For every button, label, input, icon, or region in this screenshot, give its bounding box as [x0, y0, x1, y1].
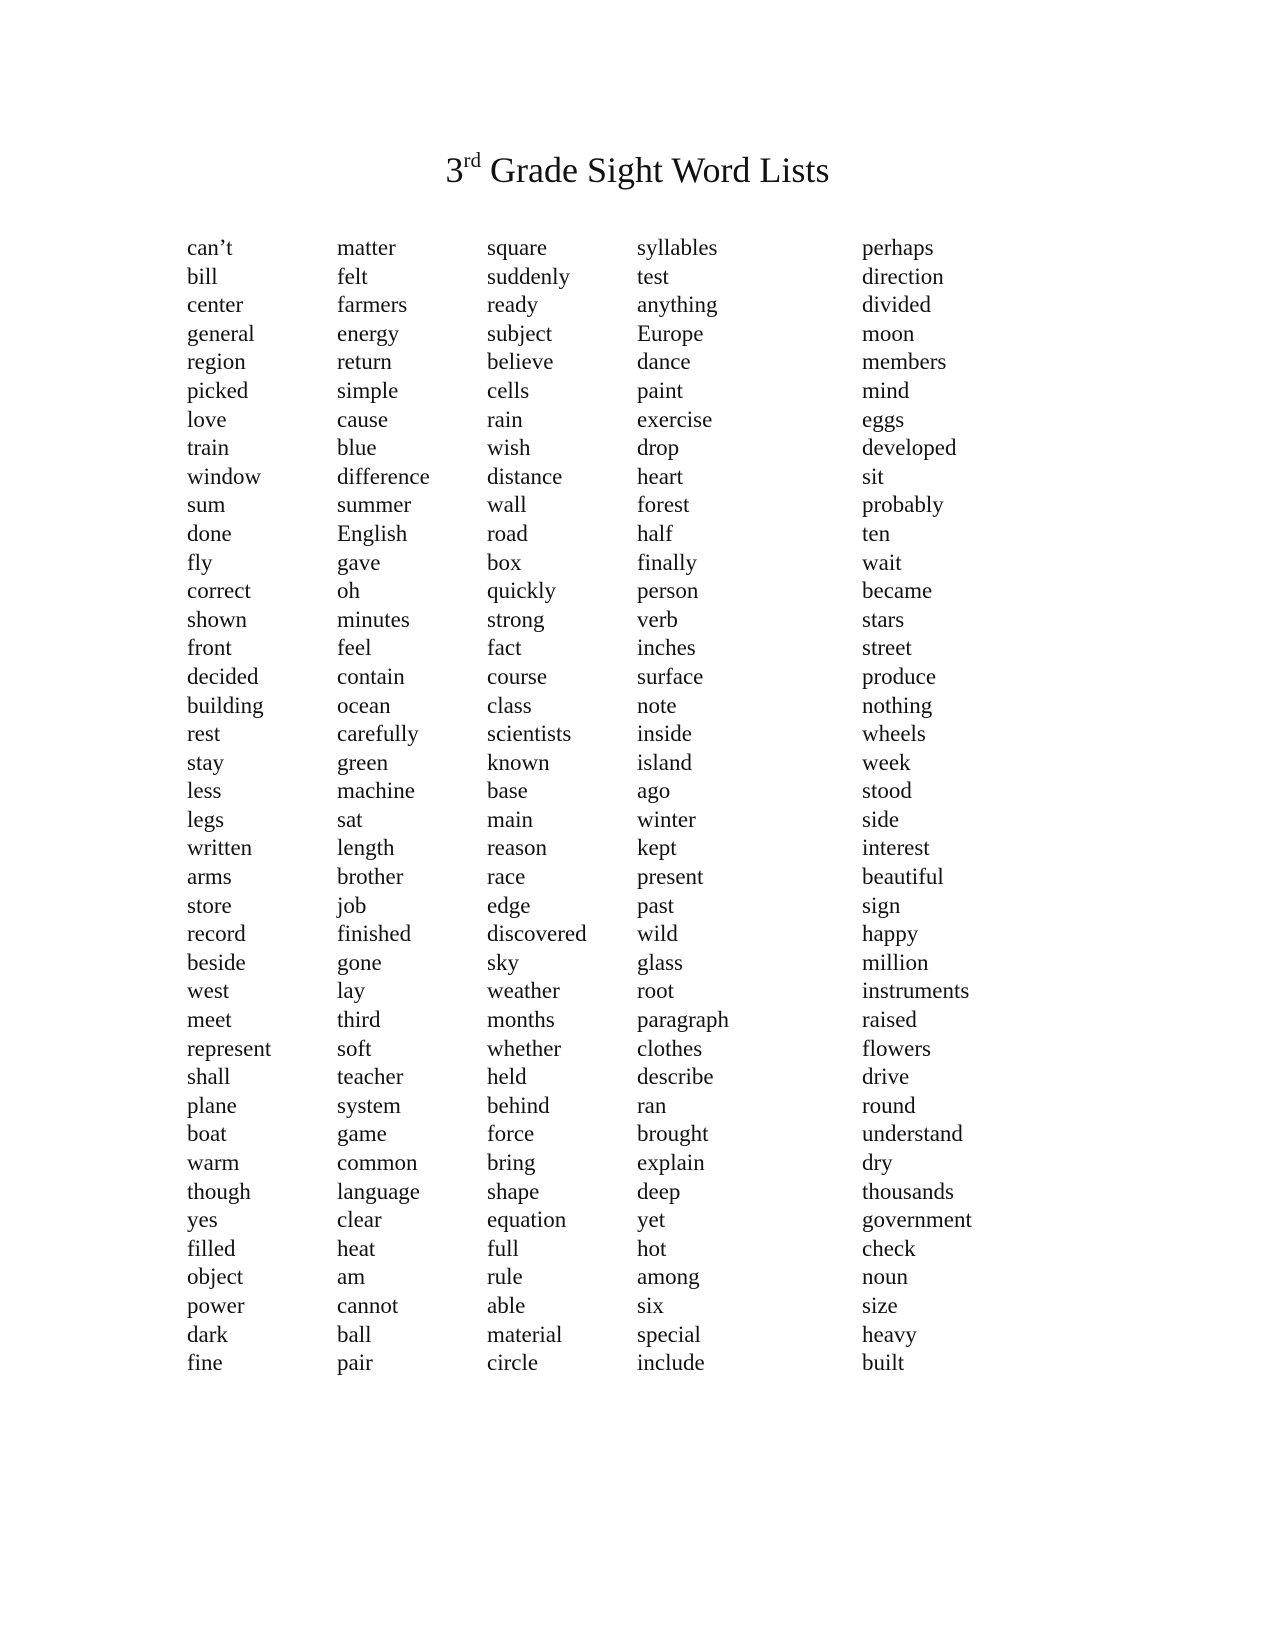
sight-word: object — [187, 1264, 244, 1290]
sight-word: stay — [187, 749, 225, 775]
sight-word: surface — [637, 663, 704, 689]
sight-word: matter — [337, 235, 396, 260]
sight-word: direction — [862, 263, 944, 289]
sight-word: beautiful — [862, 864, 944, 890]
sight-word: half — [637, 520, 673, 546]
sight-word: carefully — [337, 721, 419, 747]
sight-word: week — [862, 749, 911, 775]
sight-word: heart — [637, 463, 683, 489]
sight-word: machine — [337, 778, 415, 804]
sight-word: feel — [337, 635, 372, 661]
word-column-2 — [337, 234, 430, 1378]
sight-word: rest — [187, 721, 221, 747]
sight-word: legs — [187, 806, 225, 832]
sight-word: brother — [337, 864, 404, 890]
sight-word: plane — [187, 1092, 237, 1118]
sight-word: paint — [637, 377, 683, 403]
sight-word: minutes — [337, 606, 410, 632]
page-title — [0, 148, 1275, 192]
sight-word: material — [487, 1321, 563, 1347]
sight-word: mind — [862, 377, 910, 403]
sight-word: present — [637, 864, 704, 890]
sight-word: anything — [637, 292, 718, 318]
sight-word: region — [187, 349, 246, 375]
sight-word: edge — [487, 892, 531, 918]
sight-word: general — [187, 320, 255, 346]
sight-word: road — [487, 520, 528, 546]
sight-word: instruments — [862, 978, 970, 1004]
sight-word: picked — [187, 377, 249, 403]
sight-word: blue — [337, 435, 377, 461]
sight-word: finally — [637, 549, 698, 575]
sight-word: though — [187, 1178, 251, 1204]
sight-word: power — [187, 1292, 245, 1318]
sight-word: course — [487, 663, 548, 689]
sight-word: stars — [862, 606, 905, 632]
sight-word: past — [637, 892, 675, 918]
sight-word: wild — [637, 921, 678, 947]
sight-word: special — [637, 1321, 701, 1347]
sight-word: thousands — [862, 1178, 954, 1204]
sight-word: Europe — [637, 320, 704, 346]
sight-word: difference — [337, 463, 430, 489]
sight-word: pair — [337, 1350, 373, 1376]
sight-word: shape — [487, 1178, 540, 1204]
sight-word: bring — [487, 1150, 536, 1175]
sight-word: understand — [862, 1121, 963, 1147]
sight-word: west — [187, 978, 230, 1004]
sight-word: ran — [637, 1092, 667, 1118]
sight-word: yet — [637, 1207, 666, 1233]
word-column-5 — [862, 234, 972, 1378]
sight-word: became — [862, 578, 933, 604]
sight-word: done — [187, 520, 232, 546]
sight-word: side — [862, 806, 900, 832]
sight-word: store — [187, 892, 232, 918]
sight-word: train — [187, 435, 230, 461]
sight-word: perhaps — [862, 235, 934, 260]
sight-word: decided — [187, 663, 259, 689]
sight-word: exercise — [637, 406, 713, 432]
sight-word: cannot — [337, 1292, 399, 1318]
sight-word: third — [337, 1007, 381, 1033]
sight-word: heat — [337, 1235, 376, 1261]
sight-word: six — [637, 1292, 664, 1318]
sight-word: stood — [862, 778, 912, 804]
sight-word: less — [187, 778, 222, 804]
sight-word: subject — [487, 320, 553, 346]
sight-word: wall — [487, 492, 527, 518]
sight-word: deep — [637, 1178, 681, 1204]
sight-word: green — [337, 749, 389, 775]
sight-word: divided — [862, 292, 931, 318]
sight-word: center — [187, 292, 244, 318]
sight-word: round — [862, 1092, 916, 1118]
sight-word: fly — [187, 549, 213, 575]
sight-word: dance — [637, 349, 691, 375]
sight-word: sum — [187, 492, 226, 518]
sight-word: arms — [187, 864, 232, 890]
sight-word: strong — [487, 606, 545, 632]
sight-word: street — [862, 635, 912, 661]
sight-word: kept — [637, 835, 677, 861]
sight-word: finished — [337, 921, 412, 947]
sight-word: lay — [337, 978, 366, 1004]
sight-word: force — [487, 1121, 535, 1147]
sight-word: hot — [637, 1235, 667, 1261]
sight-word: test — [637, 263, 669, 289]
sight-word: ball — [337, 1321, 372, 1347]
sight-word: record — [187, 921, 246, 947]
sight-word: farmers — [337, 292, 408, 318]
sight-word: paragraph — [637, 1007, 729, 1033]
sight-word: interest — [862, 835, 930, 861]
sight-word: brought — [637, 1121, 709, 1147]
sight-word: clear — [337, 1207, 382, 1233]
sight-word: eggs — [862, 406, 905, 432]
sight-word: forest — [637, 492, 690, 518]
sight-word: noun — [862, 1264, 908, 1290]
sight-word: dark — [187, 1321, 228, 1347]
sight-word: months — [487, 1007, 555, 1033]
sight-word: base — [487, 778, 528, 804]
sight-word: game — [337, 1121, 387, 1147]
sight-word: held — [487, 1064, 527, 1090]
sight-word: length — [337, 835, 395, 861]
sight-word: race — [487, 864, 526, 890]
sight-word: able — [487, 1292, 526, 1318]
sight-word: wait — [862, 549, 902, 575]
sight-word: raised — [862, 1007, 917, 1033]
sight-word: quickly — [487, 578, 556, 604]
sight-word: summer — [337, 492, 412, 518]
sight-word: wish — [487, 435, 531, 461]
title-ordinal-suffix: rd — [463, 148, 482, 172]
sight-word: fact — [487, 635, 522, 661]
sight-word: glass — [637, 949, 683, 975]
sight-word: happy — [862, 921, 919, 947]
sight-word: wheels — [862, 721, 926, 747]
sight-word: boat — [187, 1121, 227, 1147]
sight-word: person — [637, 578, 699, 604]
sight-word: equation — [487, 1207, 567, 1233]
sight-word: ten — [862, 520, 891, 546]
sight-word: check — [862, 1235, 916, 1261]
sight-word: soft — [337, 1035, 372, 1061]
sight-word: simple — [337, 377, 399, 403]
sight-word: ago — [637, 778, 671, 804]
sight-word: shall — [187, 1064, 231, 1090]
sight-word: sat — [337, 806, 363, 832]
sight-word: flowers — [862, 1035, 931, 1061]
sight-word: inside — [637, 721, 692, 747]
sight-word: full — [487, 1235, 519, 1261]
sight-word: syllables — [637, 235, 718, 260]
sight-word: ocean — [337, 692, 391, 718]
sight-word: drop — [637, 435, 680, 461]
sight-word: believe — [487, 349, 554, 375]
sight-word: contain — [337, 663, 405, 689]
sight-word: discovered — [487, 921, 587, 947]
sight-word: members — [862, 349, 947, 375]
sight-word: main — [487, 806, 533, 832]
sight-word: front — [187, 635, 232, 661]
sight-word: ready — [487, 292, 539, 318]
sight-word: verb — [637, 606, 678, 632]
sight-word: scientists — [487, 721, 572, 747]
sight-word: heavy — [862, 1321, 917, 1347]
sight-word: return — [337, 349, 392, 375]
word-column-1 — [187, 234, 271, 1378]
sight-word: rain — [487, 406, 523, 432]
sight-word: nothing — [862, 692, 933, 718]
sight-word: dry — [862, 1150, 893, 1175]
sight-word: can’t — [187, 235, 233, 260]
sight-word: note — [637, 692, 677, 718]
word-column-4 — [637, 234, 729, 1378]
sight-word: cells — [487, 377, 530, 403]
sight-word: among — [637, 1264, 700, 1290]
sight-word: known — [487, 749, 550, 775]
sight-word: shown — [187, 606, 248, 632]
sight-word: sit — [862, 463, 884, 489]
sight-word: job — [337, 892, 367, 918]
sight-word: cause — [337, 406, 389, 432]
sight-word: government — [862, 1207, 972, 1233]
sight-word: million — [862, 949, 929, 975]
sight-word: size — [862, 1292, 898, 1318]
sight-word: explain — [637, 1150, 705, 1175]
sight-word: developed — [862, 435, 957, 461]
sight-word: felt — [337, 263, 368, 289]
sight-word: written — [187, 835, 253, 861]
sight-word: describe — [637, 1064, 714, 1090]
sight-word: built — [862, 1350, 905, 1376]
sight-word: gone — [337, 949, 382, 975]
sight-word: reason — [487, 835, 548, 861]
sight-word: root — [637, 978, 675, 1004]
sight-word: suddenly — [487, 263, 571, 289]
sight-word: weather — [487, 978, 560, 1004]
sight-word: sky — [487, 949, 519, 975]
sight-word: square — [487, 235, 548, 260]
sight-word: clothes — [637, 1035, 703, 1061]
sight-word: inches — [637, 635, 696, 661]
sight-word: produce — [862, 663, 937, 689]
sight-word: system — [337, 1092, 401, 1118]
sight-word: warm — [187, 1150, 240, 1175]
sight-word: whether — [487, 1035, 562, 1061]
sight-word: beside — [187, 949, 246, 975]
sight-word: meet — [187, 1007, 232, 1033]
sight-word: circle — [487, 1350, 539, 1376]
sight-word: am — [337, 1264, 366, 1290]
sight-word: fine — [187, 1350, 223, 1376]
title-grade-number: 3 — [445, 150, 464, 190]
sight-word: teacher — [337, 1064, 404, 1090]
sight-word: filled — [187, 1235, 236, 1261]
sight-word: yes — [187, 1207, 218, 1233]
sight-word: love — [187, 406, 227, 432]
word-column-3 — [487, 234, 587, 1378]
sight-word: distance — [487, 463, 563, 489]
sight-word: island — [637, 749, 692, 775]
sight-word: probably — [862, 492, 944, 518]
sight-word: box — [487, 549, 522, 575]
sight-word: common — [337, 1150, 418, 1175]
sight-word: gave — [337, 549, 381, 575]
sight-word: behind — [487, 1092, 550, 1118]
sight-word: represent — [187, 1035, 272, 1061]
sight-word: include — [637, 1350, 705, 1376]
sight-word: winter — [637, 806, 696, 832]
sight-word: bill — [187, 263, 218, 289]
sight-word: rule — [487, 1264, 523, 1290]
sight-word: class — [487, 692, 532, 718]
sight-word: English — [337, 520, 408, 546]
sight-word: language — [337, 1178, 421, 1204]
title-text: Grade Sight Word Lists — [481, 150, 830, 190]
sight-word: window — [187, 463, 262, 489]
sight-word-grid — [0, 234, 1275, 1374]
sight-word: correct — [187, 578, 251, 604]
sight-word: oh — [337, 578, 360, 604]
sight-word: sign — [862, 892, 901, 918]
sight-word: drive — [862, 1064, 910, 1090]
sight-word: building — [187, 692, 264, 718]
sight-word: moon — [862, 320, 915, 346]
sight-word: energy — [337, 320, 400, 346]
